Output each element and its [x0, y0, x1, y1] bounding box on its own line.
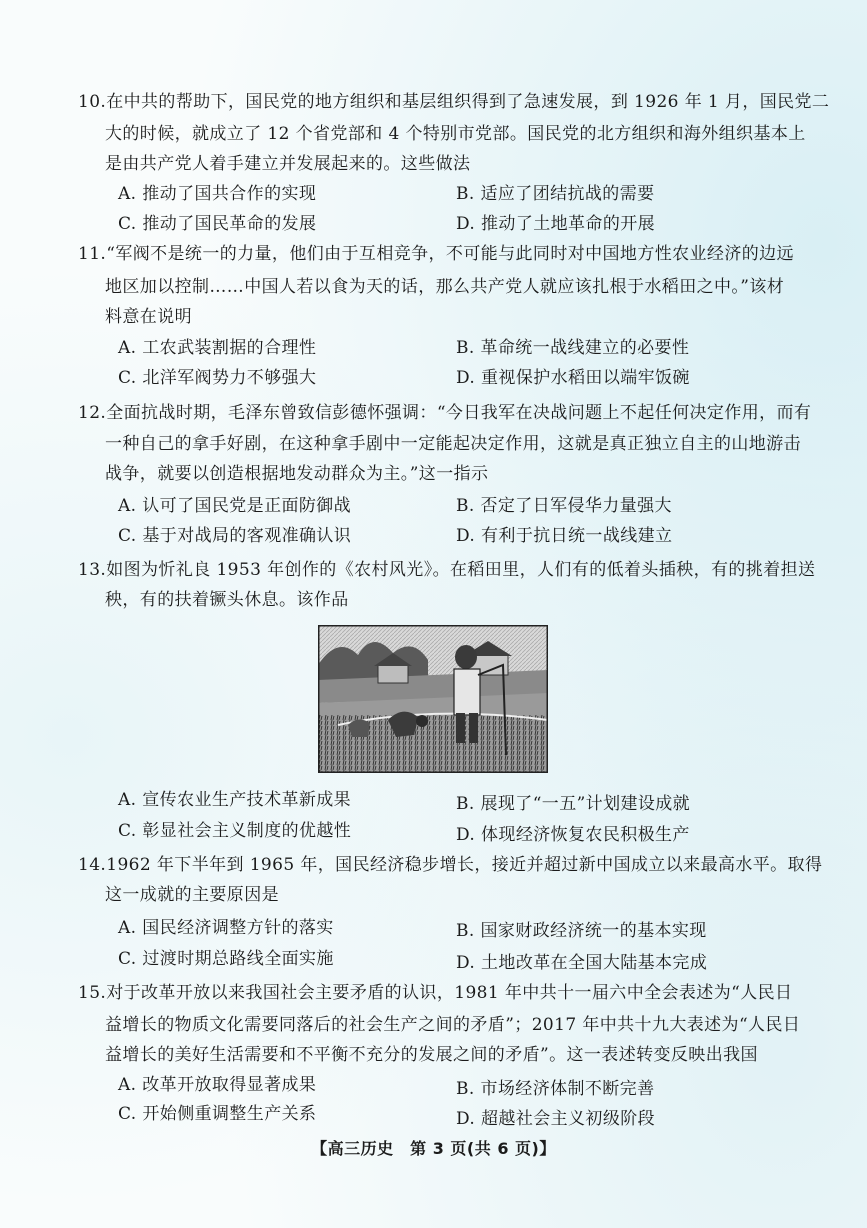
option-d[interactable]: D. 推动了土地革命的开展 — [456, 214, 656, 234]
question-text: 11.“军阀不是统一的力量，他们由于互相竞争，不可能与此同时对中国地方性农业经济的边远 — [78, 244, 794, 264]
option-a[interactable]: A. 推动了国共合作的实现 — [118, 184, 317, 204]
option-c[interactable]: C. 推动了国民革命的发展 — [118, 214, 317, 234]
painting-image — [318, 625, 548, 773]
option-b[interactable]: B. 适应了团结抗战的需要 — [456, 184, 655, 204]
question-text: 是由共产党人着手建立并发展起来的。这些做法 — [105, 154, 471, 174]
option-c[interactable]: C. 基于对战局的客观准确认识 — [118, 526, 352, 546]
option-d[interactable]: D. 土地改革在全国大陆基本完成 — [456, 953, 708, 973]
option-c[interactable]: C. 彰显社会主义制度的优越性 — [118, 821, 352, 841]
option-a[interactable]: A. 认可了国民党是正面防御战 — [118, 496, 352, 516]
option-c[interactable]: C. 开始侧重调整生产关系 — [118, 1104, 317, 1124]
option-c[interactable]: C. 北洋军阀势力不够强大 — [118, 368, 317, 388]
option-c[interactable]: C. 过渡时期总路线全面实施 — [118, 949, 334, 969]
question-text: 一种自己的拿手好剧，在这种拿手剧中一定能起决定作用，这就是真正独立自主的山地游击 — [105, 434, 801, 454]
question-text: 15.对于改革开放以来我国社会主要矛盾的认识，1981 年中共十一届六中全会表述为“人民日 — [78, 983, 793, 1003]
question-text: 料意在说明 — [105, 307, 192, 327]
option-d[interactable]: D. 有利于抗日统一战线建立 — [456, 526, 673, 546]
question-text: 战争，就要以创造根据地发动群众为主。”这一指示 — [105, 464, 489, 484]
option-b[interactable]: B. 国家财政经济统一的基本实现 — [456, 921, 707, 941]
question-text: 这一成就的主要原因是 — [105, 885, 279, 905]
option-a[interactable]: A. 宣传农业生产技术革新成果 — [118, 790, 352, 810]
option-a[interactable]: A. 工农武装割据的合理性 — [118, 338, 317, 358]
question-text: 10.在中共的帮助下，国民党的地方组织和基层组织得到了急速发展，到 1926 年 1 月，国民党二 — [78, 92, 830, 112]
question-text: 秧，有的扶着镢头休息。该作品 — [105, 590, 349, 610]
question-text: 13.如图为忻礼良 1953 年创作的《农村风光》。在稻田里，人们有的低着头插秧，有的挑着担送 — [78, 560, 816, 580]
option-b[interactable]: B. 革命统一战线建立的必要性 — [456, 338, 690, 358]
option-d[interactable]: D. 体现经济恢复农民积极生产 — [456, 825, 690, 845]
option-a[interactable]: A. 国民经济调整方针的落实 — [118, 918, 334, 938]
option-b[interactable]: B. 展现了“一五”计划建设成就 — [456, 794, 691, 814]
page-footer: 【高三历史 第 3 页(共 6 页)】 — [311, 1139, 556, 1158]
question-text: 地区加以控制……中国人若以食为天的话，那么共产党人就应该扎根于水稻田之中。”该材 — [105, 277, 785, 297]
option-d[interactable]: D. 重视保护水稻田以端牢饭碗 — [456, 368, 690, 388]
option-b[interactable]: B. 市场经济体制不断完善 — [456, 1079, 655, 1099]
rural-scene-illustration — [318, 625, 548, 773]
question-text: 益增长的美好生活需要和不平衡不充分的发展之间的矛盾”。这一表述转变反映出我国 — [105, 1045, 758, 1065]
option-b[interactable]: B. 否定了日军侵华力量强大 — [456, 496, 672, 516]
question-text: 14.1962 年下半年到 1965 年，国民经济稳步增长，接近并超过新中国成立以来最高水平。取得 — [78, 855, 823, 875]
question-text: 大的时候，就成立了 12 个省党部和 4 个特别市党部。国民党的北方组织和海外组织基本上 — [105, 124, 806, 144]
question-text: 12.全面抗战时期，毛泽东曾致信彭德怀强调：“今日我军在决战问题上不起任何决定作用，而有 — [78, 403, 812, 423]
option-d[interactable]: D. 超越社会主义初级阶段 — [456, 1109, 656, 1129]
option-a[interactable]: A. 改革开放取得显著成果 — [118, 1075, 317, 1095]
question-text: 益增长的物质文化需要同落后的社会生产之间的矛盾”；2017 年中共十九大表述为“人民日 — [105, 1015, 801, 1035]
